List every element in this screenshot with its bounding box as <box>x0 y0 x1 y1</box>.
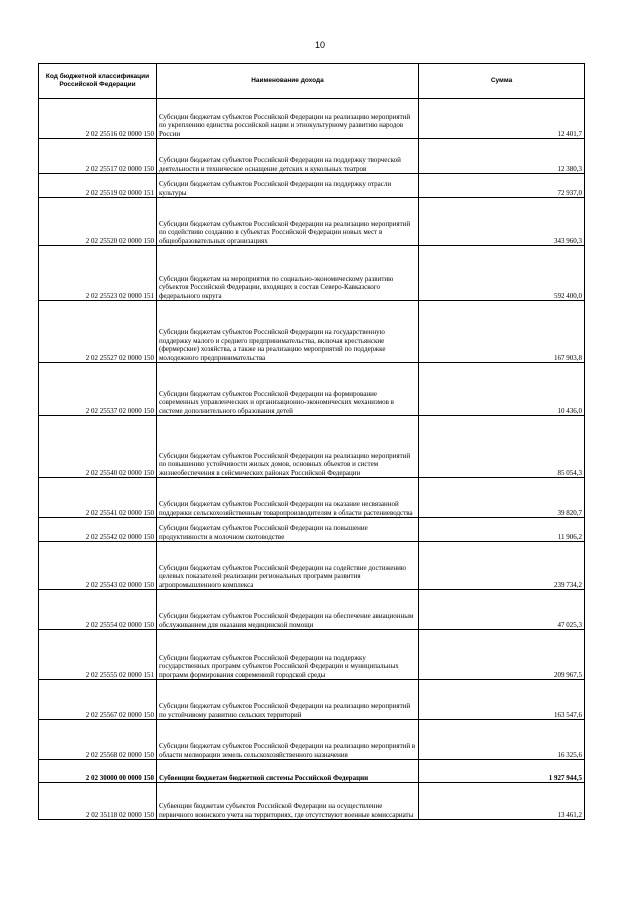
header-name: Наименование дохода <box>157 64 419 99</box>
header-code: Код бюджетной классификации Российской Федерации <box>39 64 157 99</box>
row-name: Субсидии бюджетам субъектов Российской Федерации на государственную поддержку малого и среднего предпринимательства, включая крестьянские (фермерские) хозяйства, а также на реализацию мероприятий по поддержке молодежного предпринимательства <box>157 301 419 363</box>
row-name: Субвенции бюджетам бюджетной системы Российской Федерации <box>157 760 419 783</box>
table-row <box>39 590 585 630</box>
row-sum: 209 967,5 <box>419 630 585 680</box>
table-row <box>39 680 585 720</box>
table-row <box>39 720 585 760</box>
row-name: Субсидии бюджетам субъектов Российской Федерации на формирование современных управленческих и организационно-экономических механизмов в системе дополнительного образования детей <box>157 363 419 416</box>
row-code: 2 02 25568 02 0000 150 <box>39 720 157 760</box>
table-row <box>39 760 585 783</box>
table-row <box>39 630 585 680</box>
row-name: Субсидии бюджетам субъектов Российской Федерации на поддержку государственных программ субъектов Российской Федерации и муниципальных программ формирования современной городской среды <box>157 630 419 680</box>
row-code: 2 02 30000 00 0000 150 <box>39 760 157 783</box>
row-sum: 39 820,7 <box>419 478 585 518</box>
row-code: 2 02 25523 02 0000 151 <box>39 246 157 301</box>
row-sum: 239 734,2 <box>419 542 585 590</box>
row-name: Субсидии бюджетам субъектов Российской Федерации на поддержку творческой деятельности и техническое оснащение детских и кукольных театров <box>157 139 419 174</box>
row-code: 2 02 25527 02 0000 150 <box>39 301 157 363</box>
table-row <box>39 246 585 301</box>
row-name: Субсидии бюджетам на мероприятия по социально-экономическому развитию субъектов Российской Федерации, входящих в состав Северо-Кавказского федерального округа <box>157 246 419 301</box>
row-name: Субсидии бюджетам субъектов Российской Федерации на реализацию мероприятий по укреплению единства российской нации и этнокультурному развитию народов России <box>157 99 419 139</box>
table-row <box>39 139 585 174</box>
table-row <box>39 783 585 820</box>
row-name: Субсидии бюджетам субъектов Российской Федерации на оказание несвязанной поддержки сельскохозяйственным товаропроизводителям в области растениеводства <box>157 478 419 518</box>
revenue-table <box>38 63 585 820</box>
row-sum: 1 927 944,5 <box>419 760 585 783</box>
row-name: Субсидии бюджетам субъектов Российской Федерации на реализацию мероприятий в области мелиорации земель сельскохозяйственного назначения <box>157 720 419 760</box>
table-row <box>39 301 585 363</box>
row-code: 2 02 25541 02 0000 150 <box>39 478 157 518</box>
header-sum: Сумма <box>419 64 585 99</box>
row-code: 2 02 25540 02 0000 150 <box>39 416 157 478</box>
row-name: Субсидии бюджетам субъектов Российской Федерации на реализацию мероприятий по повышению устойчивости жилых домов, основных объектов и систем жизнеобеспечения в сейсмических районах Российской Федерации <box>157 416 419 478</box>
row-code: 2 02 25567 02 0000 150 <box>39 680 157 720</box>
row-name: Субвенции бюджетам субъектов Российской Федерации на осуществление первичного воинского учета на территориях, где отсутствуют военные комиссариаты <box>157 783 419 820</box>
row-sum: 72 937,0 <box>419 174 585 198</box>
row-sum: 12 380,3 <box>419 139 585 174</box>
row-sum: 85 054,3 <box>419 416 585 478</box>
row-sum: 10 436,0 <box>419 363 585 416</box>
row-code: 2 02 25554 02 0000 150 <box>39 590 157 630</box>
row-name: Субсидии бюджетам субъектов Российской Федерации на поддержку отрасли культуры <box>157 174 419 198</box>
table-row <box>39 99 585 139</box>
row-code: 2 02 25516 02 0000 150 <box>39 99 157 139</box>
row-sum: 11 906,2 <box>419 518 585 542</box>
table-row <box>39 363 585 416</box>
row-code: 2 02 25517 02 0000 150 <box>39 139 157 174</box>
row-name: Субсидии бюджетам субъектов Российской Федерации на содействие достижению целевых показателей реализации региональных программ развития агропромышленного комплекса <box>157 542 419 590</box>
row-name: Субсидии бюджетам субъектов Российской Федерации на обеспечение авиационным обслуживанием для оказания медицинской помощи <box>157 590 419 630</box>
row-code: 2 02 25543 02 0000 150 <box>39 542 157 590</box>
table-row <box>39 478 585 518</box>
table-row <box>39 542 585 590</box>
row-sum: 592 400,0 <box>419 246 585 301</box>
row-code: 2 02 25520 02 0000 150 <box>39 198 157 246</box>
row-code: 2 02 25519 02 0000 151 <box>39 174 157 198</box>
row-sum: 167 903,8 <box>419 301 585 363</box>
table-row <box>39 416 585 478</box>
row-name: Субсидии бюджетам субъектов Российской Федерации на реализацию мероприятий по устойчивому развитию сельских территорий <box>157 680 419 720</box>
row-sum: 343 960,3 <box>419 198 585 246</box>
row-sum: 163 547,6 <box>419 680 585 720</box>
table-row <box>39 518 585 542</box>
row-sum: 12 401,7 <box>419 99 585 139</box>
page-number: 10 <box>314 40 325 50</box>
table-row <box>39 174 585 198</box>
table-body <box>39 99 585 820</box>
row-sum: 16 325,6 <box>419 720 585 760</box>
row-name: Субсидии бюджетам субъектов Российской Федерации на реализацию мероприятий по содействию созданию в субъектах Российской Федерации новых мест в общеобразовательных организациях <box>157 198 419 246</box>
table-row <box>39 198 585 246</box>
row-code: 2 02 35118 02 0000 150 <box>39 783 157 820</box>
table-header-row <box>39 64 585 99</box>
row-name: Субсидии бюджетам субъектов Российской Федерации на повышение продуктивности в молочном скотоводстве <box>157 518 419 542</box>
row-code: 2 02 25537 02 0000 150 <box>39 363 157 416</box>
row-sum: 13 461,2 <box>419 783 585 820</box>
row-sum: 47 025,3 <box>419 590 585 630</box>
row-code: 2 02 25555 02 0000 151 <box>39 630 157 680</box>
row-code: 2 02 25542 02 0000 150 <box>39 518 157 542</box>
